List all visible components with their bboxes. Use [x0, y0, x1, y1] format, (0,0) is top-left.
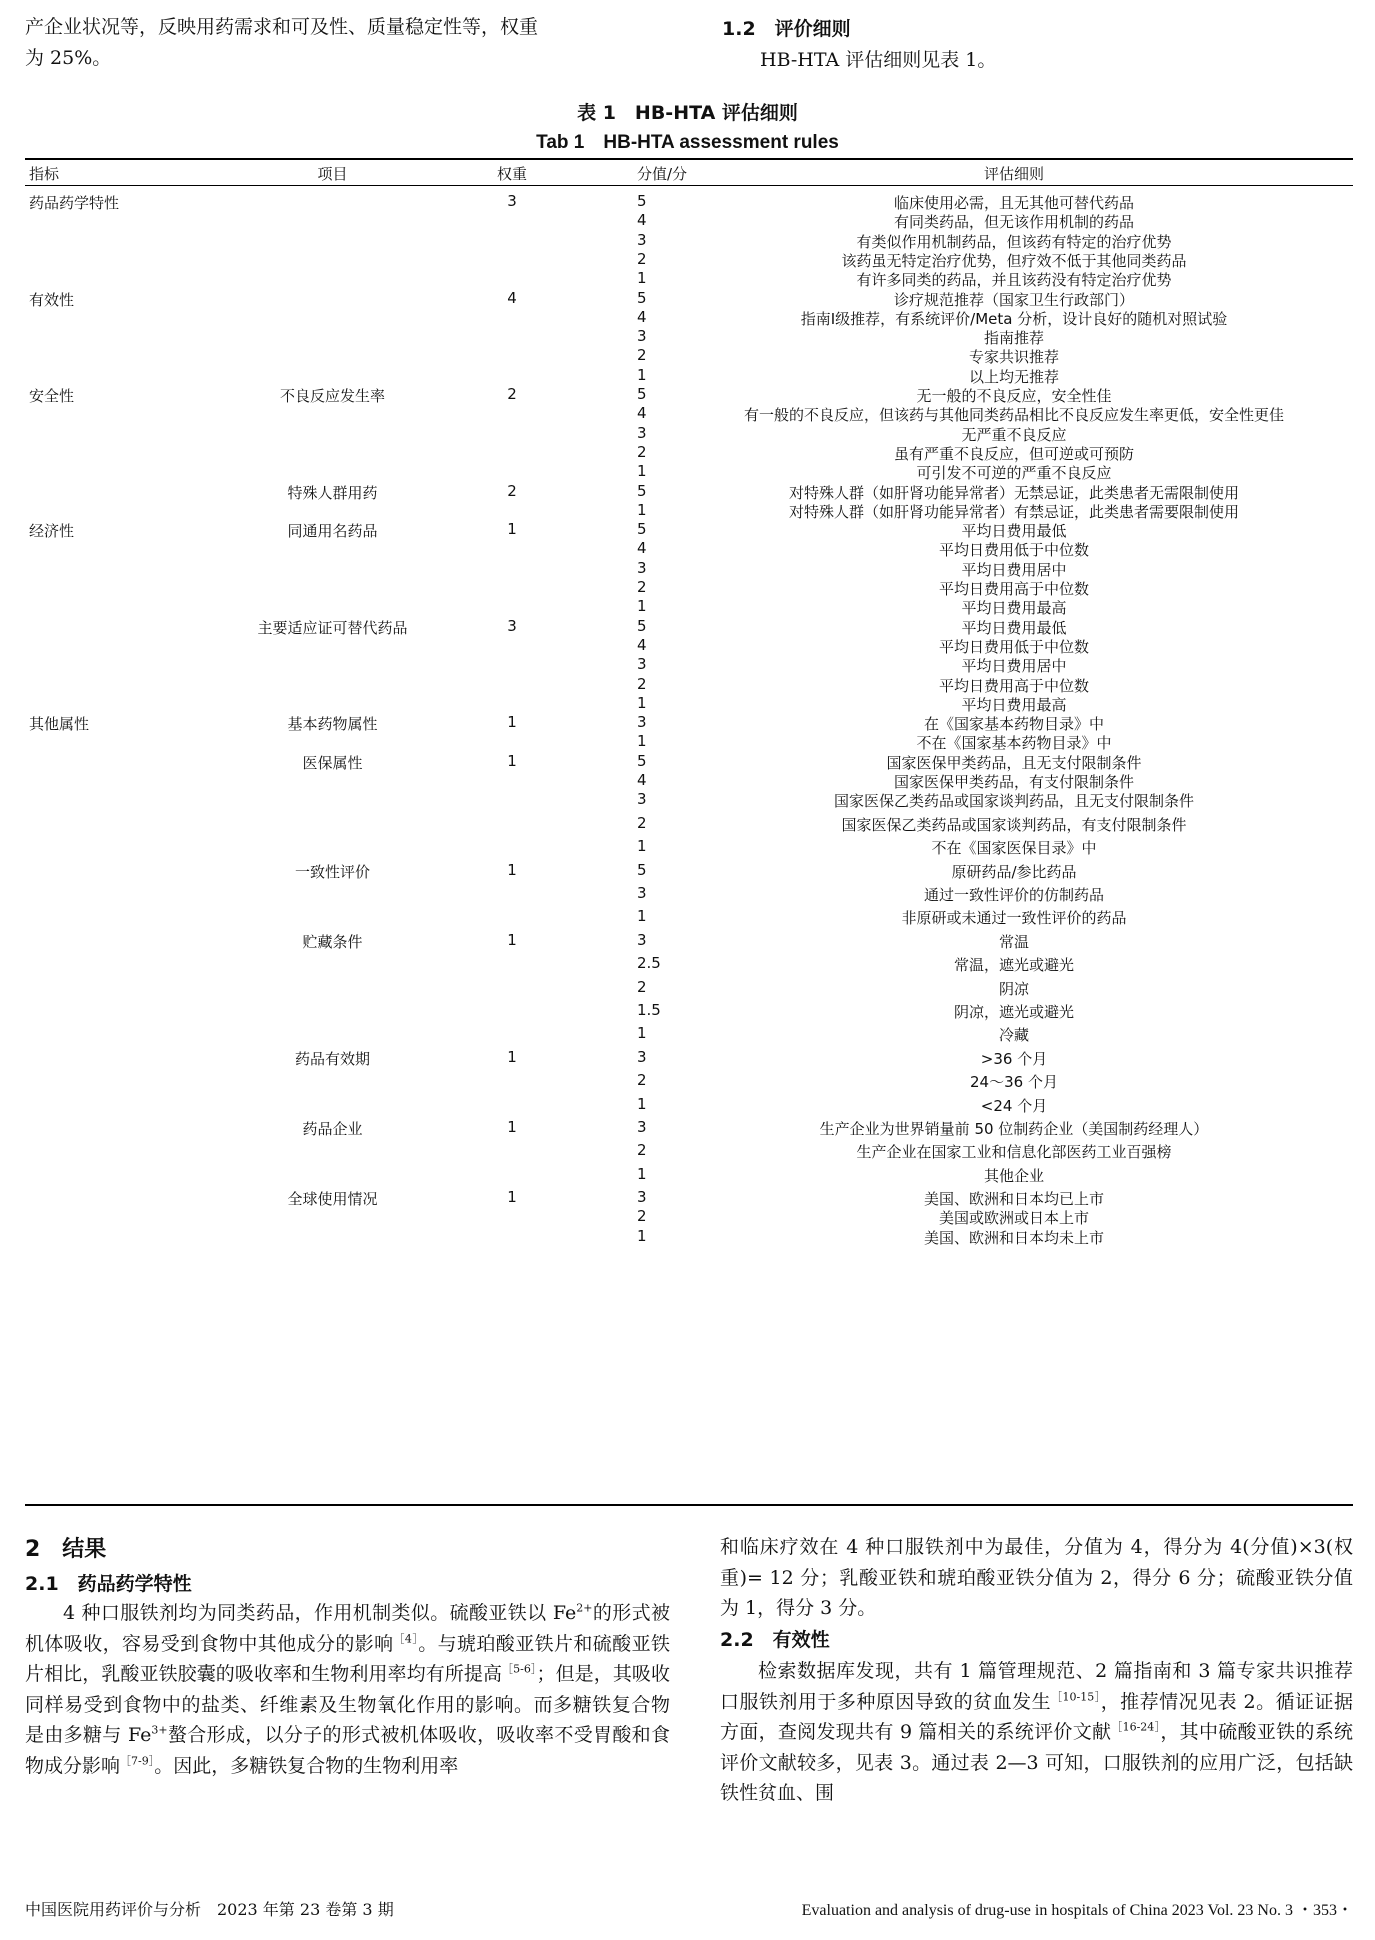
cell-criteria: 阴凉	[998, 979, 1029, 998]
cell-score: 5	[637, 616, 647, 635]
cell-criteria: 对特殊人群（如肝肾功能异常者）有禁忌证，此类患者需要限制使用	[788, 502, 1239, 521]
cell-criteria: 平均日费用高于中位数	[938, 580, 1089, 598]
p1-superscript-2: 3+	[151, 1723, 168, 1737]
cell-criteria: 有同类药品，但无该作用机制的药品	[893, 213, 1134, 232]
cell-score: 2	[637, 249, 647, 268]
p1-superscript-1: 2+	[576, 1601, 593, 1615]
cell-indicator: 药品药学特性	[29, 194, 120, 212]
cell-item: 同通用名药品	[287, 522, 378, 541]
cell-item: 特殊人群用药	[287, 483, 378, 502]
cell-item: 贮藏条件	[302, 932, 363, 951]
cell-score: 3	[637, 558, 647, 577]
cell-score: 3	[637, 1188, 647, 1207]
cell-criteria: 通过一致性评价的仿制药品	[923, 885, 1104, 904]
p1-part-d: ；但是，其吸收同样易受到食物中的盐类、纤维素及生物氧化作用的影响。而多糖铁复合物是由多糖与 Fe	[25, 1663, 670, 1746]
header-item: 项目	[317, 165, 348, 183]
cell-criteria: 无严重不良反应	[961, 425, 1067, 444]
cell-criteria: 不在《国家医保目录》中	[931, 839, 1097, 858]
cell-indicator: 经济性	[29, 522, 75, 541]
cell-score: 3	[637, 230, 647, 249]
cell-score: 3	[637, 790, 647, 809]
cell-criteria: 国家医保乙类药品或国家谈判药品，且无支付限制条件	[833, 792, 1194, 811]
right-column-text	[720, 1532, 1353, 1809]
footer-journal-en: Evaluation and analysis of drug-use in hospitals of China 2023 Vol. 23 No. 3 ・353・	[801, 1902, 1353, 1919]
cell-score: 3	[637, 1117, 647, 1136]
cell-criteria: 无一般的不良反应，安全性佳	[916, 387, 1112, 405]
header-weight: 权重	[496, 165, 527, 183]
cell-score: 2	[637, 977, 647, 996]
cell-indicator: 有效性	[29, 290, 75, 309]
p3-citation-1: ［10-15］	[1051, 1690, 1101, 1704]
left-column-text	[25, 1598, 670, 1781]
cell-score: 1	[637, 907, 647, 926]
cell-score: 1	[637, 1226, 647, 1245]
cell-score: 5	[637, 860, 647, 879]
cell-item: 医保属性	[302, 753, 363, 772]
cell-score: 2	[637, 1207, 647, 1226]
cell-criteria: 冷藏	[998, 1026, 1029, 1045]
cell-score: 2.5	[637, 954, 661, 973]
section-2-1-title: 2.1 药品药学特性	[25, 1573, 192, 1595]
cell-criteria: 阴凉，遮光或避光	[953, 1002, 1074, 1021]
intro-left-line1: 产企业状况等，反映用药需求和可及性、质量稳定性等，权重	[25, 16, 539, 38]
cell-score: 4	[637, 635, 647, 654]
cell-criteria: 专家共识推荐	[968, 348, 1059, 367]
cell-item: 一致性评价	[294, 862, 370, 881]
header-indicator: 指标	[29, 165, 60, 183]
cell-criteria: 平均日费用最高	[961, 695, 1067, 714]
cell-criteria: 常温，遮光或避光	[953, 956, 1074, 975]
table-caption-cn: 表 1 HB-HTA 评估细则	[577, 102, 798, 124]
cell-criteria: 诊疗规范推荐（国家卫生行政部门）	[893, 290, 1134, 309]
cell-item: 不良反应发生率	[279, 387, 385, 405]
section-1-2-title: 1.2 评价细则	[722, 18, 851, 40]
cell-score: 3	[637, 327, 647, 346]
cell-weight: 3	[507, 192, 517, 210]
cell-criteria: 在《国家基本药物目录》中	[923, 715, 1104, 734]
cell-weight: 4	[507, 288, 517, 307]
cell-weight: 1	[507, 520, 517, 539]
cell-criteria: 平均日费用低于中位数	[938, 541, 1089, 560]
cell-criteria: 原研药品/参比药品	[951, 862, 1077, 881]
cell-score: 1	[637, 693, 647, 712]
cell-score: 2	[637, 813, 647, 832]
cell-score: 3	[637, 883, 647, 902]
cell-score: 2	[637, 1071, 647, 1090]
cell-score: 1	[637, 365, 647, 384]
cell-weight: 1	[507, 713, 517, 732]
cell-score: 5	[637, 751, 647, 770]
cell-item: 基本药物属性	[287, 715, 378, 734]
cell-criteria: 平均日费用最低	[961, 522, 1067, 541]
cell-score: 1	[637, 597, 647, 616]
p1-part-b: 的形式被机体吸收，容易受到食物中其他成分的影响	[25, 1602, 670, 1655]
cell-score: 2	[637, 346, 647, 365]
cell-criteria: 其他企业	[983, 1166, 1044, 1185]
cell-score: 2	[637, 442, 647, 461]
cell-criteria: 国家医保甲类药品，有支付限制条件	[893, 773, 1134, 791]
cell-indicator: 安全性	[29, 387, 75, 405]
cell-weight: 3	[507, 616, 517, 635]
cell-score: 2	[637, 674, 647, 693]
cell-criteria: 平均日费用最高	[961, 599, 1067, 618]
p1-part-f: 。因此，多糖铁复合物的生物利用率	[154, 1754, 459, 1777]
cell-criteria: 非原研或未通过一致性评价的药品	[901, 909, 1127, 928]
cell-item: 药品有效期	[294, 1049, 370, 1068]
p1-part-e: 螯合形成，以分子的形式被机体吸收，吸收率不受胃酸和食物成分影响	[25, 1724, 670, 1777]
cell-score: 4	[637, 539, 647, 558]
cell-criteria: 美国、欧洲和日本均已上市	[923, 1190, 1104, 1209]
p3-part-b: ，推荐情况见表 2。循证证据方面，查阅发现共有 9 篇相关的系统评价文献	[720, 1690, 1353, 1743]
cell-score: 4	[637, 771, 647, 789]
cell-weight: 2	[507, 481, 517, 500]
cell-criteria: 生产企业在国家工业和信息化部医药工业百强榜	[856, 1143, 1172, 1162]
cell-score: 4	[637, 307, 647, 326]
cell-weight: 1	[507, 860, 517, 879]
cell-score: 1	[637, 500, 647, 519]
intro-left-line2: 为 25%。	[25, 47, 112, 69]
cell-item: 药品企业	[302, 1119, 363, 1138]
p3-part-c: ，其中硫酸亚铁的系统评价文献较多，见表 3。通过表 2—3 可知，口服铁剂的应用广泛，包括缺铁性贫血、围	[720, 1721, 1353, 1804]
cell-criteria: 常温	[998, 932, 1029, 951]
cell-criteria: 平均日费用居中	[961, 657, 1067, 676]
cell-criteria: 有类似作用机制药品，但该药有特定的治疗优势	[856, 232, 1172, 251]
footer-journal-cn: 中国医院用药评价与分析 2023 年第 23 卷第 3 期	[25, 1900, 394, 1919]
cell-weight: 1	[507, 751, 517, 770]
p3-citation-2: ［16-24］	[1111, 1720, 1161, 1734]
cell-criteria: 临床使用必需，且无其他可替代药品	[893, 194, 1134, 212]
cell-score: 5	[637, 481, 647, 500]
cell-criteria: 以上均无推荐	[968, 367, 1059, 386]
cell-weight: 1	[507, 1117, 517, 1136]
cell-score: 2	[637, 1141, 647, 1160]
cell-score: 4	[637, 404, 647, 423]
cell-score: 4	[637, 211, 647, 230]
cell-score: 5	[637, 385, 647, 403]
cell-criteria: 该药虽无特定治疗优势，但疗效不低于其他同类药品	[841, 251, 1187, 270]
cell-criteria: 有一般的不良反应，但该药与其他同类药品相比不良反应发生率更低，安全性更佳	[743, 406, 1284, 425]
cell-score: 1	[637, 732, 647, 751]
header-score: 分值/分	[637, 165, 688, 183]
cell-score: 1	[637, 462, 647, 481]
cell-criteria: 指南Ⅰ级推荐，有系统评价/Meta 分析，设计良好的随机对照试验	[800, 309, 1228, 328]
cell-score: 1.5	[637, 1000, 661, 1019]
cell-score: 2	[637, 578, 647, 596]
cell-criteria: 美国、欧洲和日本均未上市	[923, 1228, 1104, 1247]
p1-citation-3: ［7-9］	[120, 1754, 155, 1768]
table-caption-en: Tab 1 HB-HTA assessment rules	[536, 132, 839, 153]
cell-criteria: 平均日费用最低	[961, 618, 1067, 637]
cell-criteria: 平均日费用高于中位数	[938, 676, 1089, 695]
cell-score: 1	[637, 1094, 647, 1113]
cell-criteria: 24～36 个月	[970, 1073, 1058, 1092]
section-2-2-title: 2.2 有效性	[720, 1628, 830, 1651]
cell-weight: 2	[507, 385, 517, 403]
assessment-table	[25, 0, 1353, 1510]
cell-score: 1	[637, 1024, 647, 1043]
cell-score: 3	[637, 1047, 647, 1066]
header-criteria: 评估细则	[983, 165, 1044, 183]
p1-part-a: 4 种口服铁剂均为同类药品，作用机制类似。硫酸亚铁以 Fe	[63, 1602, 577, 1624]
p3-part-a: 检索数据库发现，共有 1 篇管理规范、2 篇指南和 3 篇专家共识推荐口服铁剂用于多种原因导致的贫血发生	[720, 1660, 1353, 1713]
section-1-2-text: HB-HTA 评估细则见表 1。	[760, 49, 997, 71]
cell-weight: 1	[507, 1188, 517, 1207]
cell-criteria: 不在《国家基本药物目录》中	[916, 734, 1112, 753]
cell-criteria: 虽有严重不良反应，但可逆或可预防	[893, 444, 1134, 463]
section-2-title: 2 结果	[25, 1537, 107, 1562]
paragraph-score-continued: 和临床疗效在 4 种口服铁剂中为最佳，分值为 4，得分为 4(分值)×3(权重)= 12 分；乳酸亚铁和琥珀酸亚铁分值为 2，得分 6 分；硫酸亚铁分值为 1，得分 3 分。	[720, 1536, 1353, 1619]
cell-score: 1	[637, 1164, 647, 1183]
cell-score: 3	[637, 930, 647, 949]
paragraph-pharmacy	[25, 1598, 670, 1781]
cell-criteria: 生产企业为世界销量前 50 位制药企业（美国制药经理人）	[819, 1119, 1209, 1138]
cell-weight: 1	[507, 930, 517, 949]
cell-weight: 1	[507, 1047, 517, 1066]
cell-indicator: 其他属性	[29, 715, 90, 734]
p1-citation-2: ［5-6］	[502, 1662, 537, 1676]
cell-criteria: 美国或欧洲或日本上市	[938, 1209, 1089, 1228]
p1-part-c: 。与琥珀酸亚铁片和硫酸亚铁片相比，乳酸亚铁胶囊的吸收率和生物利用率均有所提高	[25, 1632, 670, 1685]
cell-criteria: 对特殊人群（如肝肾功能异常者）无禁忌证，此类患者无需限制使用	[788, 483, 1239, 502]
paragraph-efficacy	[720, 1656, 1353, 1809]
cell-item: 全球使用情况	[287, 1190, 378, 1209]
p1-citation-1: ［4］	[393, 1632, 419, 1646]
cell-score: 1	[637, 269, 647, 288]
cell-score: 3	[637, 655, 647, 674]
cell-score: 3	[637, 713, 647, 732]
cell-criteria: 有许多同类的药品，并且该药没有特定治疗优势	[856, 271, 1172, 290]
cell-score: 1	[637, 837, 647, 856]
cell-item: 主要适应证可替代药品	[257, 618, 408, 637]
cell-score: 3	[637, 423, 647, 442]
cell-criteria: >36 个月	[980, 1049, 1048, 1068]
cell-score: 5	[637, 288, 647, 307]
cell-score: 5	[637, 192, 647, 210]
cell-criteria: 平均日费用低于中位数	[938, 637, 1089, 656]
cell-criteria: 国家医保乙类药品或国家谈判药品，有支付限制条件	[841, 815, 1187, 834]
cell-score: 5	[637, 520, 647, 539]
cell-criteria: <24 个月	[980, 1096, 1048, 1115]
cell-criteria: 可引发不可逆的严重不良反应	[916, 464, 1112, 483]
cell-criteria: 平均日费用居中	[961, 560, 1067, 579]
cell-criteria: 指南推荐	[983, 329, 1044, 348]
cell-criteria: 国家医保甲类药品，且无支付限制条件	[886, 753, 1142, 772]
